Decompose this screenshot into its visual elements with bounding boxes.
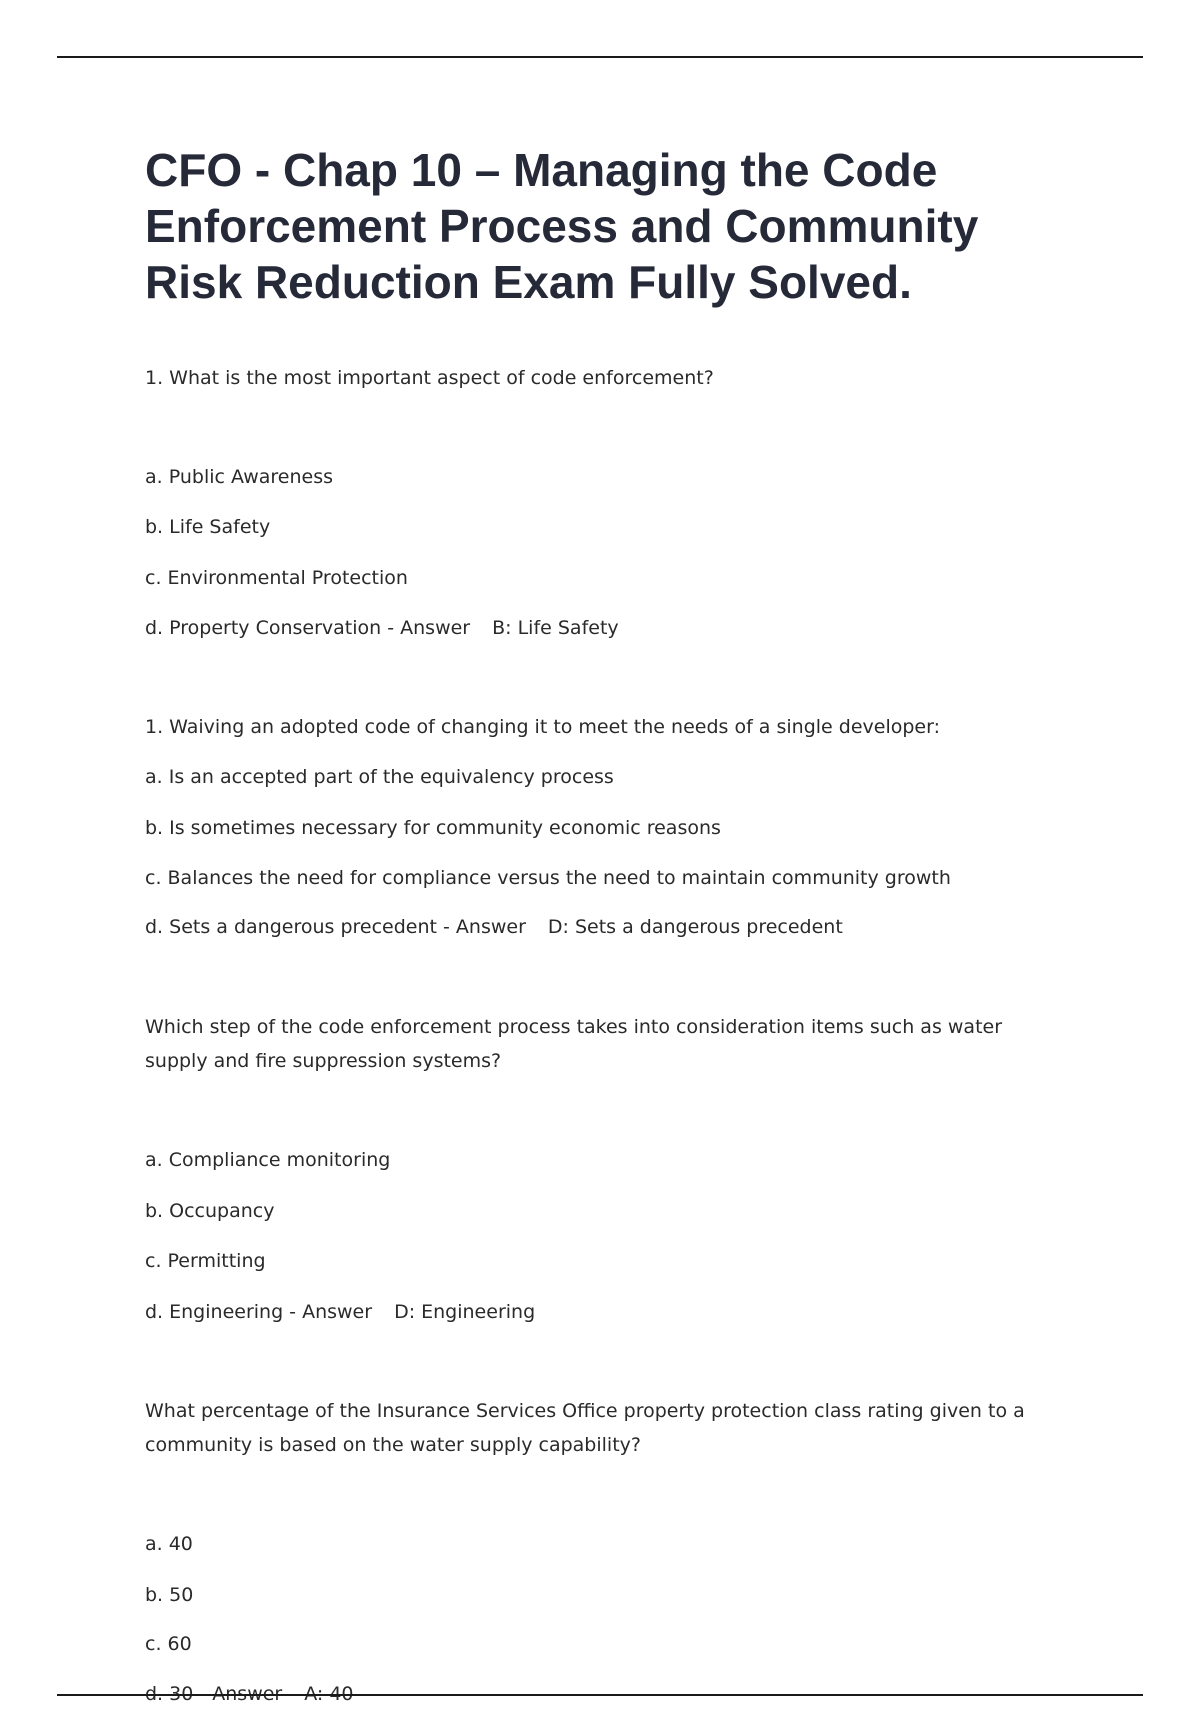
question-2-option-c: c. Balances the need for compliance versus the need to maintain community growth xyxy=(145,867,951,889)
question-4-option-a: a. 40 xyxy=(145,1533,193,1555)
question-3-option-c: c. Permitting xyxy=(145,1250,266,1272)
question-2-option-d xyxy=(145,910,1065,944)
question-1-text: 1. What is the most important aspect of code enforcement? xyxy=(145,367,714,389)
answer-text: B: Life Safety xyxy=(492,617,619,639)
option-d-label: d. 30 - Answer xyxy=(145,1683,283,1705)
top-rule xyxy=(57,56,1143,58)
document-title: CFO - Chap 10 – Managing the Code Enforcement Process and Community Risk Reduction Exam Fully Solved. xyxy=(145,144,979,308)
question-4-option-b: b. 50 xyxy=(145,1584,194,1606)
question-1-option-a: a. Public Awareness xyxy=(145,466,334,488)
question-4-option-c: c. 60 xyxy=(145,1633,192,1655)
answer-text: A: 40 xyxy=(304,1683,354,1705)
answer-text: D: Sets a dangerous precedent xyxy=(547,916,843,938)
question-3-option-b: b. Occupancy xyxy=(145,1200,275,1222)
question-1-option-b: b. Life Safety xyxy=(145,516,271,538)
question-3-text: Which step of the code enforcement process takes into consideration items such as water supply and fire suppression systems? xyxy=(145,1016,1003,1072)
option-d-label: d. Sets a dangerous precedent - Answer xyxy=(145,916,526,938)
question-4-text: What percentage of the Insurance Services Office property protection class rating given to a community is based on the water supply capability? xyxy=(145,1400,1025,1456)
question-2-option-a: a. Is an accepted part of the equivalency process xyxy=(145,766,614,788)
question-3-option-d xyxy=(145,1295,1065,1329)
bottom-rule xyxy=(57,1694,1143,1696)
answer-text: D: Engineering xyxy=(394,1301,536,1323)
option-d-label: d. Property Conservation - Answer xyxy=(145,617,471,639)
question-3-option-a: a. Compliance monitoring xyxy=(145,1149,391,1171)
question-1-option-c: c. Environmental Protection xyxy=(145,567,408,589)
question-1-option-d xyxy=(145,611,1065,645)
option-d-label: d. Engineering - Answer xyxy=(145,1301,373,1323)
question-2-option-b: b. Is sometimes necessary for community economic reasons xyxy=(145,817,721,839)
question-2-text: 1. Waiving an adopted code of changing it to meet the needs of a single developer: xyxy=(145,716,940,738)
